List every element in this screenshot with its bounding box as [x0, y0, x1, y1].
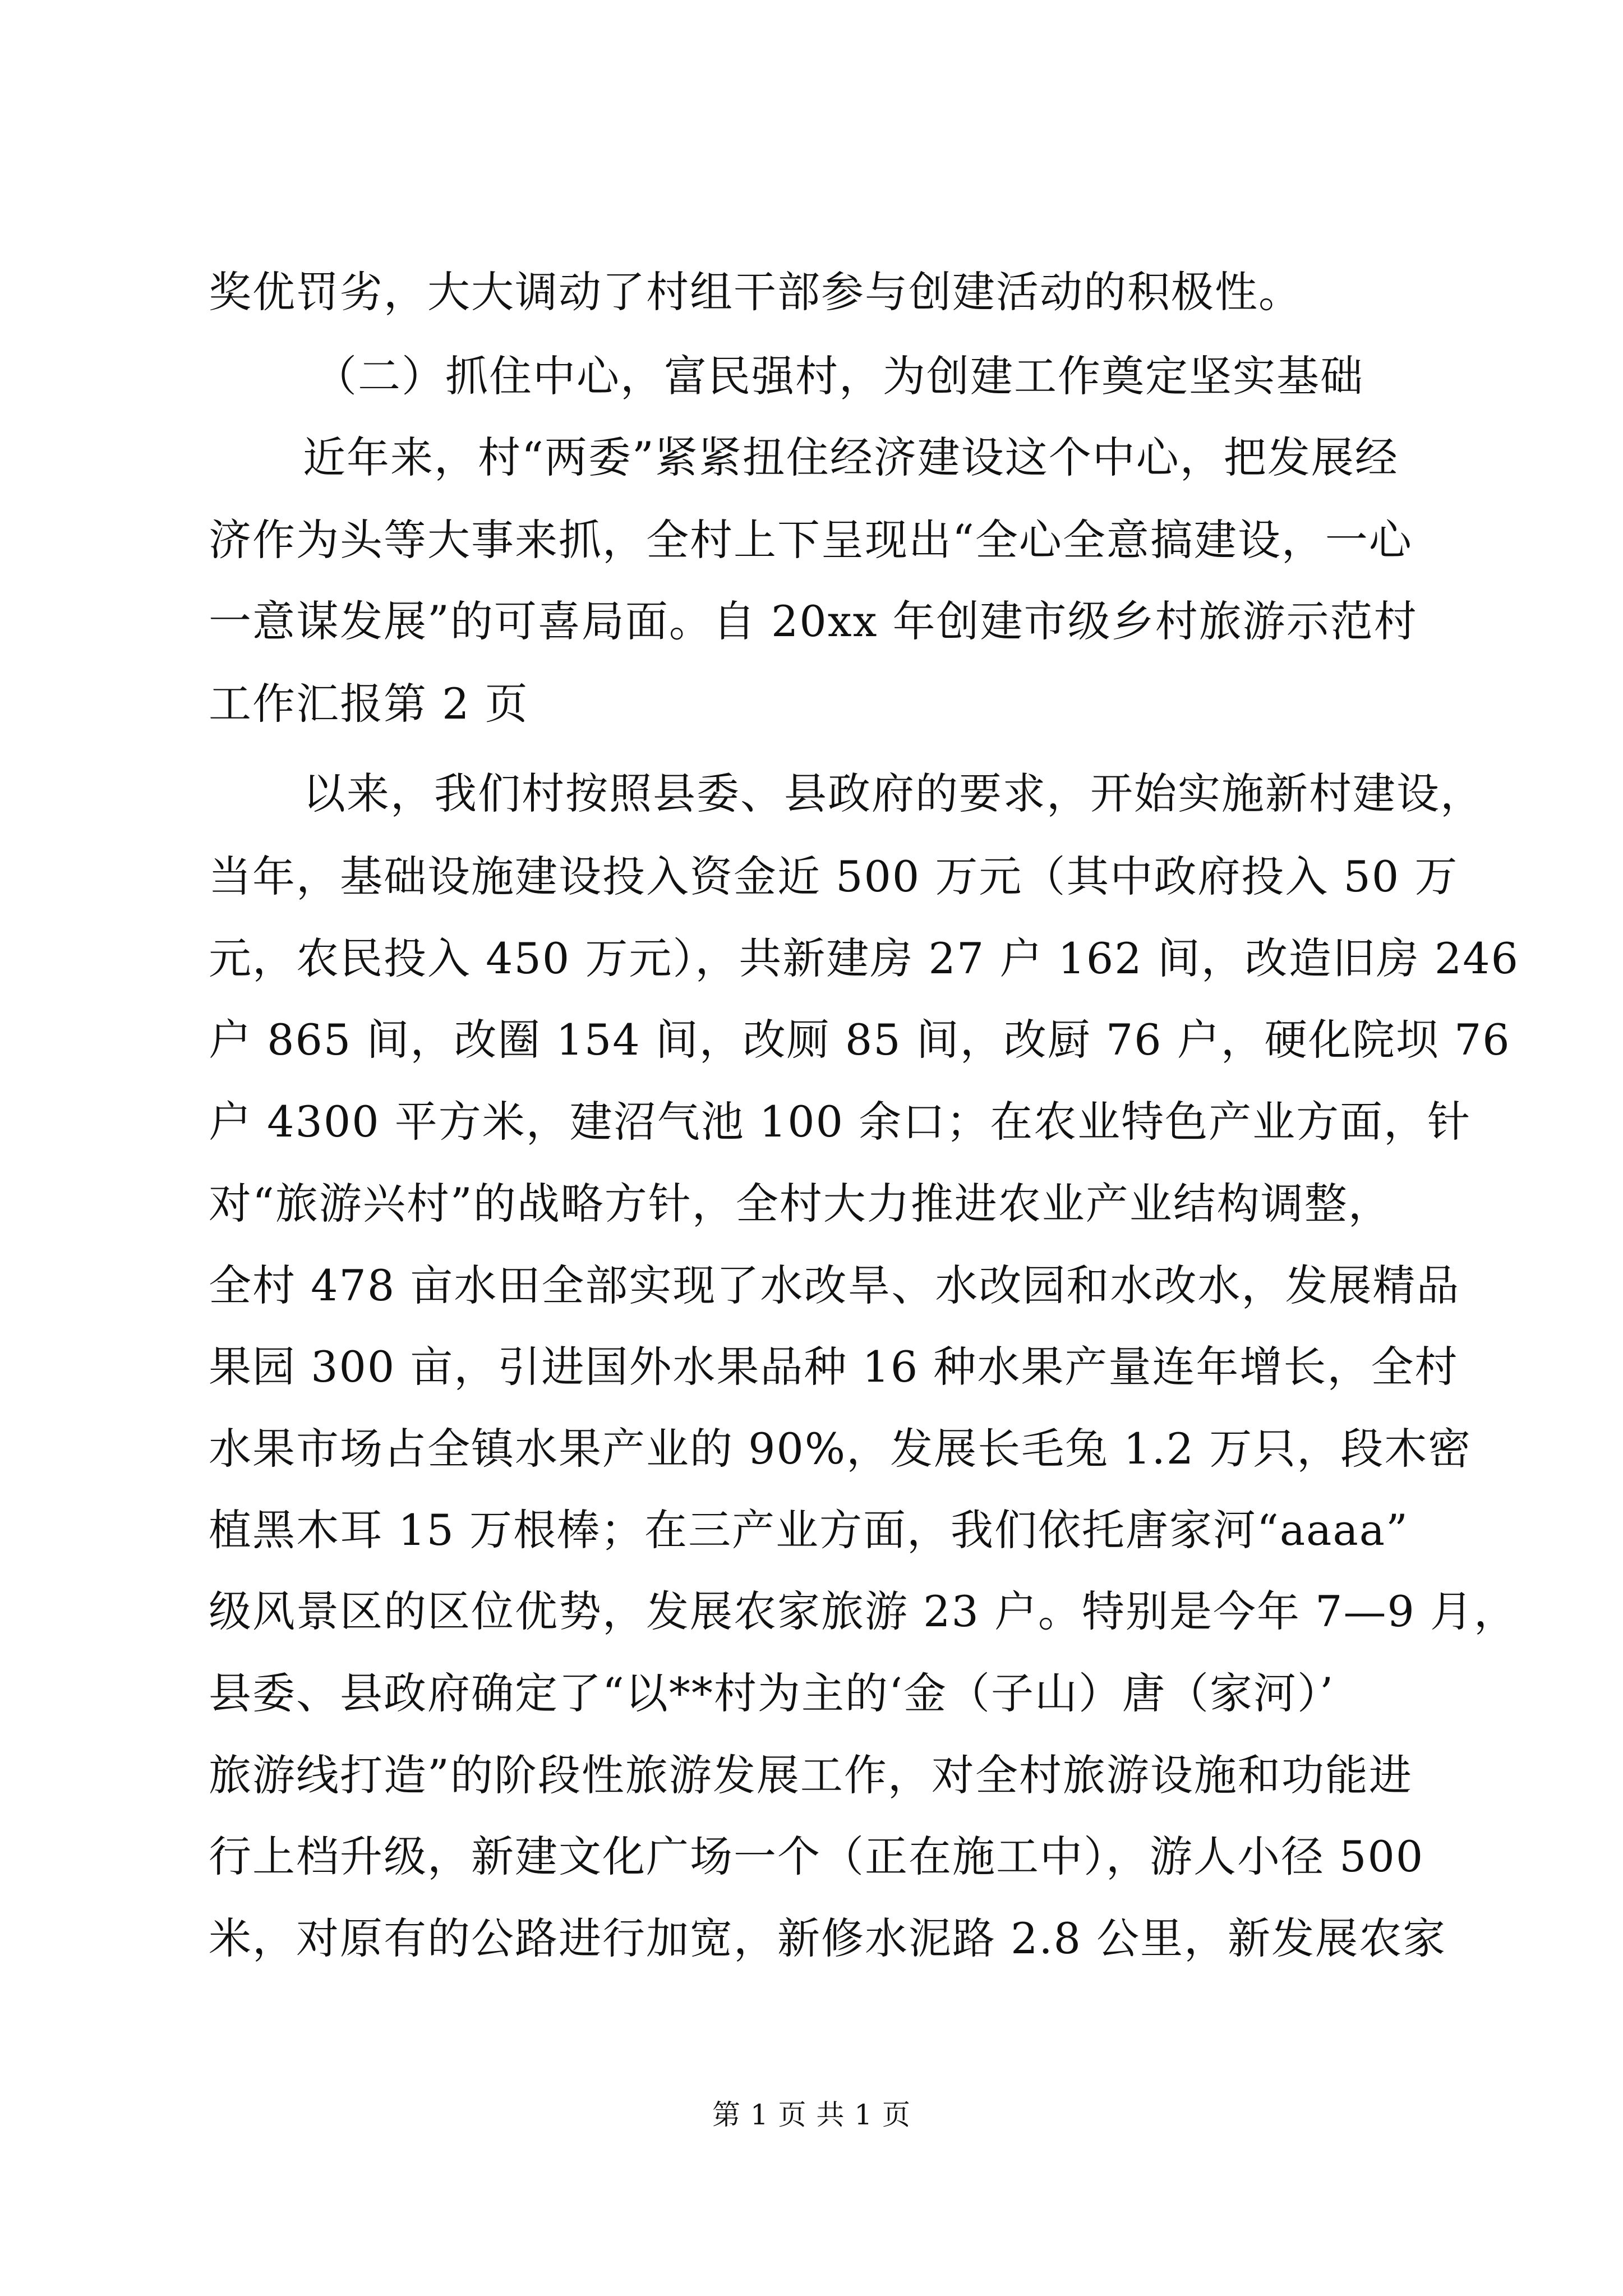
text-line: 县委、县政府确定了“以**村为主的‘金（子山）唐（家河）’ — [209, 1668, 1335, 1718]
text-line: 级风景区的区位优势，发展农家旅游 23 户。特别是今年 7—9 月， — [209, 1586, 1518, 1636]
text-line: 米，对原有的公路进行加宽，新修水泥路 2.8 公里，新发展农家 — [209, 1913, 1447, 1963]
text-line: 水果市场占全镇水果产业的 90%，发展长毛兔 1.2 万只，段木密 — [209, 1424, 1472, 1474]
text-line: 行上档升级，新建文化广场一个（正在施工中），游人小径 500 — [209, 1832, 1424, 1881]
text-line: 旅游线打造”的阶段性旅游发展工作，对全村旅游设施和功能进 — [209, 1750, 1413, 1800]
text-line: 济作为头等大事来抓，全村上下呈现出“全心全意搞建设，一心 — [209, 515, 1413, 565]
text-line: 户 865 间，改圈 154 间，改厕 85 间，改厨 76 户，硬化院坝 76 — [209, 1015, 1511, 1065]
text-line: 以来，我们村按照县委、县政府的要求，开始实施新村建设， — [303, 769, 1484, 818]
text-line: 奖优罚劣，大大调动了村组干部参与创建活动的积极性。 — [209, 267, 1302, 317]
text-line: 全村 478 亩水田全部实现了水改旱、水改园和水改水，发展精品 — [209, 1260, 1460, 1310]
section-heading: （二）抓住中心，富民强村，为创建工作奠定坚实基础 — [314, 351, 1364, 401]
text-line: 一意谋发展”的可喜局面。自 20xx 年创建市级乡村旅游示范村 — [209, 596, 1418, 646]
text-line: 工作汇报第 2 页 — [209, 679, 529, 729]
text-line: 元，农民投入 450 万元），共新建房 27 户 162 间，改造旧房 246 — [209, 933, 1519, 983]
text-line: 果园 300 亩，引进国外水果品种 16 种水果产量连年增长，全村 — [209, 1342, 1459, 1392]
text-line: 当年，基础设施建设投入资金近 500 万元（其中政府投入 50 万 — [209, 852, 1459, 901]
page-footer: 第 1 页 共 1 页 — [712, 2099, 911, 2131]
text-line: 植黑木耳 15 万根棒；在三产业方面，我们依托唐家河“aaaa” — [209, 1505, 1409, 1555]
text-line: 近年来，村“两委”紧紧扭住经济建设这个中心，把发展经 — [303, 432, 1399, 482]
text-line: 对“旅游兴村”的战略方针，全村大力推进农业产业结构调整， — [209, 1179, 1392, 1228]
text-line: 户 4300 平方米，建沼气池 100 余口；在农业特色产业方面，针 — [209, 1097, 1472, 1147]
